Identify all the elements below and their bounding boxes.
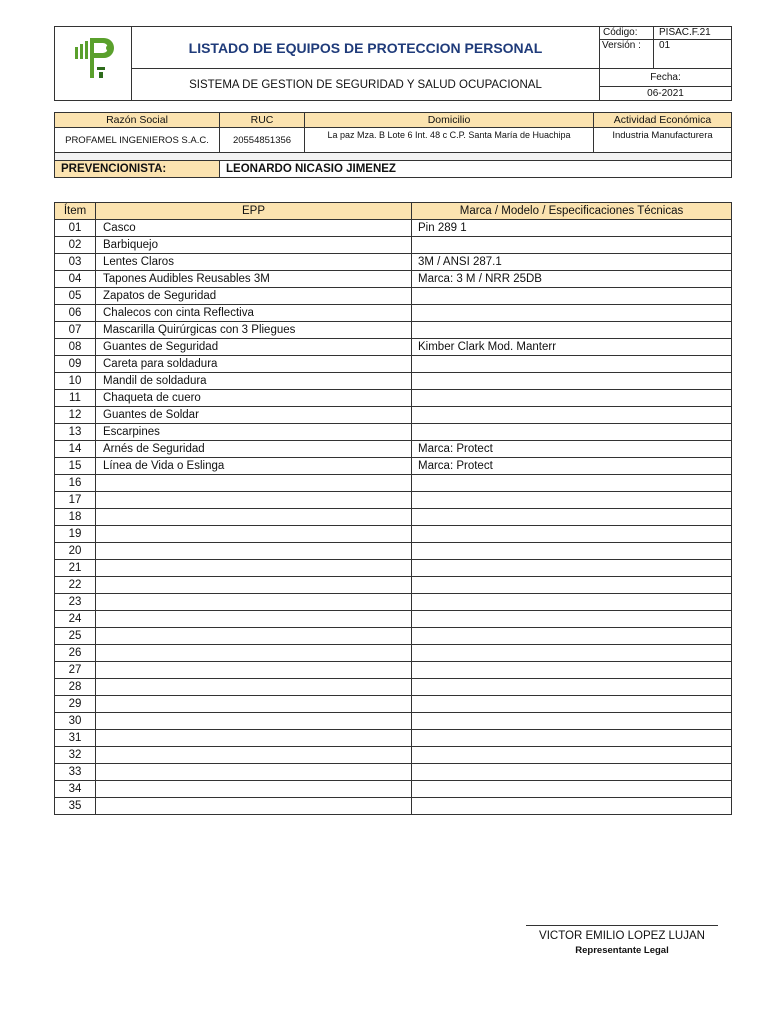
epp-spec	[412, 611, 732, 628]
item-number: 07	[55, 322, 96, 339]
item-number: 02	[55, 237, 96, 254]
epp-spec	[412, 237, 732, 254]
table-row	[55, 781, 732, 798]
epp-spec: Kimber Clark Mod. Manterr	[412, 339, 732, 356]
epp-name: Línea de Vida o Eslinga	[96, 458, 412, 475]
item-number: 19	[55, 526, 96, 543]
epp-spec	[412, 577, 732, 594]
table-row	[55, 373, 732, 390]
epp-spec: Marca: Protect	[412, 441, 732, 458]
epp-name: Chalecos con cinta Reflectiva	[96, 305, 412, 322]
table-row	[55, 322, 732, 339]
table-row	[55, 305, 732, 322]
table-row	[55, 220, 732, 237]
item-number: 12	[55, 407, 96, 424]
ruc-header: RUC	[220, 113, 305, 128]
item-number: 34	[55, 781, 96, 798]
epp-spec	[412, 305, 732, 322]
document-subtitle: SISTEMA DE GESTION DE SEGURIDAD Y SALUD OCUPACIONAL	[132, 69, 600, 101]
epp-spec	[412, 475, 732, 492]
table-row	[55, 764, 732, 781]
epp-name	[96, 662, 412, 679]
table-row	[55, 594, 732, 611]
table-row	[55, 696, 732, 713]
item-number: 18	[55, 509, 96, 526]
table-row	[55, 441, 732, 458]
logo-icon	[55, 27, 131, 95]
epp-spec	[412, 509, 732, 526]
prevencionista-label: PREVENCIONISTA:	[55, 161, 220, 178]
table-row	[55, 645, 732, 662]
ruc-value: 20554851356	[220, 128, 305, 153]
document-header	[54, 26, 732, 101]
item-number: 10	[55, 373, 96, 390]
epp-name: Zapatos de Seguridad	[96, 288, 412, 305]
epp-spec	[412, 645, 732, 662]
table-row	[55, 611, 732, 628]
epp-name	[96, 747, 412, 764]
item-number: 14	[55, 441, 96, 458]
epp-spec	[412, 492, 732, 509]
item-number: 28	[55, 679, 96, 696]
epp-spec	[412, 713, 732, 730]
table-row	[55, 628, 732, 645]
item-number: 21	[55, 560, 96, 577]
epp-name: Mascarilla Quirúrgicas con 3 Pliegues	[96, 322, 412, 339]
item-number: 01	[55, 220, 96, 237]
epp-name	[96, 543, 412, 560]
table-row	[55, 356, 732, 373]
epp-name	[96, 611, 412, 628]
version-label: Versión :	[599, 39, 654, 52]
epp-spec	[412, 747, 732, 764]
epp-spec	[412, 526, 732, 543]
domicilio-header: Domicilio	[305, 113, 594, 128]
item-number: 31	[55, 730, 96, 747]
epp-spec	[412, 696, 732, 713]
company-logo	[55, 27, 132, 101]
epp-name	[96, 679, 412, 696]
item-number: 33	[55, 764, 96, 781]
item-number: 03	[55, 254, 96, 271]
item-number: 22	[55, 577, 96, 594]
item-number: 32	[55, 747, 96, 764]
epp-spec	[412, 356, 732, 373]
table-row	[55, 662, 732, 679]
epp-name	[96, 492, 412, 509]
item-number: 09	[55, 356, 96, 373]
epp-name: Chaqueta de cuero	[96, 390, 412, 407]
signature-role: Representante Legal	[575, 945, 669, 956]
actividad-header: Actividad Económica	[594, 113, 732, 128]
epp-name: Casco	[96, 220, 412, 237]
epp-spec	[412, 679, 732, 696]
company-info-table	[54, 112, 732, 178]
fecha-value: 06-2021	[600, 87, 732, 101]
table-row	[55, 458, 732, 475]
item-number: 26	[55, 645, 96, 662]
epp-spec	[412, 288, 732, 305]
item-number: 25	[55, 628, 96, 645]
table-row	[55, 679, 732, 696]
epp-spec	[412, 560, 732, 577]
item-number: 05	[55, 288, 96, 305]
codigo-value: PISAC.F.21	[659, 27, 711, 38]
item-number: 08	[55, 339, 96, 356]
item-number: 06	[55, 305, 96, 322]
version-value: 01	[653, 39, 732, 52]
item-number: 15	[55, 458, 96, 475]
table-row	[55, 798, 732, 815]
actividad-value: Industria Manufacturera	[594, 128, 732, 153]
epp-name: Lentes Claros	[96, 254, 412, 271]
marca-header: Marca / Modelo / Especificaciones Técnicas	[412, 203, 732, 220]
epp-name	[96, 764, 412, 781]
epp-name: Arnés de Seguridad	[96, 441, 412, 458]
table-row	[55, 543, 732, 560]
razon-social-header: Razón Social	[55, 113, 220, 128]
signature-name: VICTOR EMILIO LOPEZ LUJAN	[539, 930, 705, 942]
table-row	[55, 475, 732, 492]
epp-name	[96, 526, 412, 543]
epp-spec	[412, 322, 732, 339]
epp-name: Barbiquejo	[96, 237, 412, 254]
item-number: 24	[55, 611, 96, 628]
item-number: 27	[55, 662, 96, 679]
epp-spec	[412, 373, 732, 390]
epp-spec: 3M / ANSI 287.1	[412, 254, 732, 271]
item-number: 35	[55, 798, 96, 815]
table-row	[55, 390, 732, 407]
epp-name: Tapones Audibles Reusables 3M	[96, 271, 412, 288]
document-title: LISTADO DE EQUIPOS DE PROTECCION PERSONAL	[132, 27, 600, 69]
epp-spec	[412, 764, 732, 781]
table-row	[55, 254, 732, 271]
epp-spec	[412, 662, 732, 679]
epp-name	[96, 594, 412, 611]
item-number: 30	[55, 713, 96, 730]
epp-name	[96, 509, 412, 526]
epp-spec: Marca: Protect	[412, 458, 732, 475]
item-number: 17	[55, 492, 96, 509]
epp-name	[96, 577, 412, 594]
item-number: 13	[55, 424, 96, 441]
epp-name	[96, 798, 412, 815]
separator-row	[55, 153, 732, 161]
epp-name: Guantes de Soldar	[96, 407, 412, 424]
epp-spec: Pin 289 1	[412, 220, 732, 237]
epp-spec	[412, 781, 732, 798]
epp-spec	[412, 390, 732, 407]
epp-spec	[412, 798, 732, 815]
table-row	[55, 288, 732, 305]
item-number: 16	[55, 475, 96, 492]
epp-name	[96, 730, 412, 747]
item-number: 20	[55, 543, 96, 560]
table-row	[55, 560, 732, 577]
table-row	[55, 747, 732, 764]
epp-name: Escarpines	[96, 424, 412, 441]
table-row	[55, 237, 732, 254]
table-row	[55, 526, 732, 543]
epp-items-table	[54, 202, 732, 815]
signature-block	[526, 925, 718, 956]
epp-name: Mandil de soldadura	[96, 373, 412, 390]
epp-name	[96, 696, 412, 713]
item-number: 11	[55, 390, 96, 407]
table-row	[55, 407, 732, 424]
item-number: 23	[55, 594, 96, 611]
prevencionista-value: LEONARDO NICASIO JIMENEZ	[220, 161, 732, 178]
epp-name	[96, 628, 412, 645]
table-row	[55, 713, 732, 730]
table-row	[55, 730, 732, 747]
item-number: 04	[55, 271, 96, 288]
item-number: 29	[55, 696, 96, 713]
table-row	[55, 492, 732, 509]
epp-name	[96, 475, 412, 492]
fecha-label: Fecha:	[600, 69, 732, 87]
domicilio-value: La paz Mza. B Lote 6 Int. 48 c C.P. Santa María de Huachipa	[305, 128, 594, 153]
item-header: Ítem	[55, 203, 96, 220]
table-row	[55, 339, 732, 356]
epp-spec	[412, 543, 732, 560]
razon-social-value: PROFAMEL INGENIEROS S.A.C.	[55, 128, 220, 153]
epp-spec	[412, 594, 732, 611]
epp-name: Guantes de Seguridad	[96, 339, 412, 356]
epp-spec	[412, 628, 732, 645]
table-row	[55, 509, 732, 526]
epp-spec	[412, 730, 732, 747]
epp-name	[96, 781, 412, 798]
table-row	[55, 424, 732, 441]
epp-name	[96, 713, 412, 730]
table-row	[55, 271, 732, 288]
epp-header: EPP	[96, 203, 412, 220]
epp-name	[96, 560, 412, 577]
epp-name	[96, 645, 412, 662]
codigo-label: Código:	[603, 27, 638, 38]
epp-spec: Marca: 3 M / NRR 25DB	[412, 271, 732, 288]
epp-spec	[412, 407, 732, 424]
epp-name: Careta para soldadura	[96, 356, 412, 373]
epp-spec	[412, 424, 732, 441]
table-row	[55, 577, 732, 594]
signature-line	[526, 925, 718, 928]
